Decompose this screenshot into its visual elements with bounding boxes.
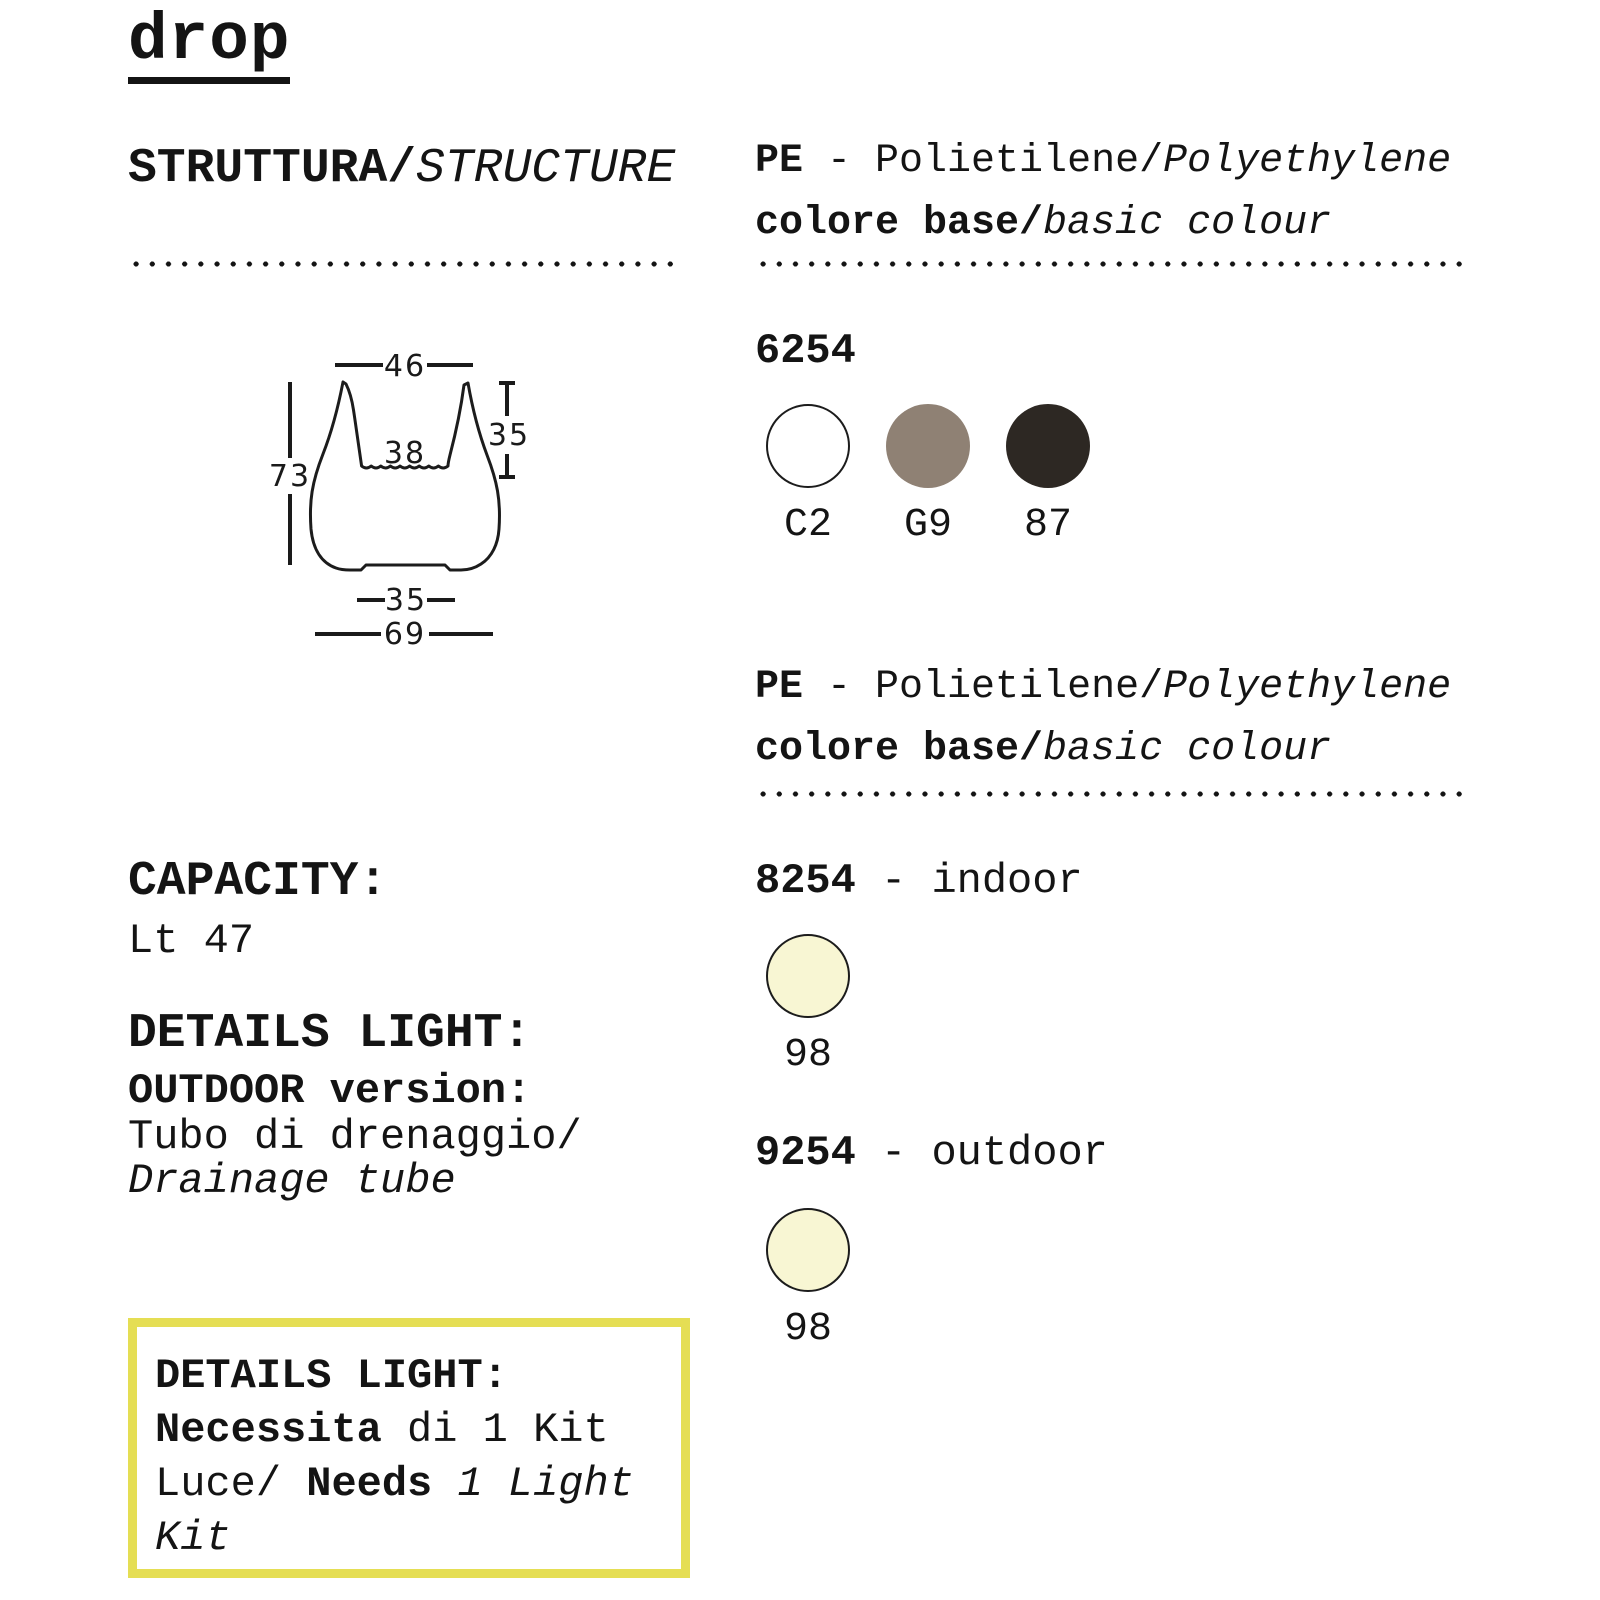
dim-top-width-label: 46 xyxy=(383,349,427,384)
colorway-code-6254: 6254 xyxy=(755,327,856,375)
right-dotted-divider-1 xyxy=(755,260,1462,268)
colour-base-line-1 xyxy=(755,201,1332,246)
colour-base-line-2 xyxy=(755,727,1332,772)
material-code: PE xyxy=(755,139,804,184)
swatch-cell-98-outdoor xyxy=(766,1208,850,1350)
light-kit-needs-english-italic: 1 Light Kit xyxy=(155,1460,634,1562)
material-line-2 xyxy=(755,665,1452,710)
swatch-circle-98-outdoor xyxy=(766,1208,850,1292)
swatch-circle-98-indoor xyxy=(766,934,850,1018)
structure-heading-italian: STRUTTURA/ xyxy=(128,142,417,196)
dim-inner-width-label: 38 xyxy=(383,436,427,471)
light-kit-needs-italian-bold: Necessita xyxy=(155,1406,382,1454)
light-kit-needs-english-bold: Needs xyxy=(306,1460,433,1508)
colour-base-english: basic colour xyxy=(1043,727,1332,772)
capacity-value: Lt 47 xyxy=(128,917,255,965)
page-title: drop xyxy=(128,8,290,84)
planter-outline xyxy=(310,382,499,570)
drainage-tube-italian: Tubo di drenaggio/ xyxy=(128,1113,582,1161)
colorway-line-9254 xyxy=(755,1129,1108,1177)
light-kit-note-box xyxy=(128,1318,690,1578)
material-line-1 xyxy=(755,139,1452,184)
dim-overall-width-label: 69 xyxy=(383,617,427,652)
light-kit-box-text xyxy=(155,1403,663,1565)
colorway-variant-indoor: - indoor xyxy=(855,857,1083,905)
swatch-cell-c2 xyxy=(766,404,850,546)
swatch-circle-c2 xyxy=(766,404,850,488)
colour-base-italian: colore base/ xyxy=(755,727,1044,772)
swatch-circle-g9 xyxy=(886,404,970,488)
drainage-tube-english: Drainage tube xyxy=(128,1157,456,1205)
details-light-label: DETAILS LIGHT: xyxy=(128,1007,532,1061)
swatch-label-c2: C2 xyxy=(783,503,832,548)
dim-base-width-label: 35 xyxy=(384,583,428,618)
material-dash: - xyxy=(803,665,876,710)
swatch-cell-87 xyxy=(1006,404,1090,546)
outdoor-version-label: OUTDOOR version: xyxy=(128,1067,532,1115)
capacity-label: CAPACITY: xyxy=(128,855,388,909)
material-dash: - xyxy=(803,139,876,184)
dim-total-height-label: 73 xyxy=(268,459,312,494)
right-dotted-divider-2 xyxy=(755,790,1462,798)
swatch-row-6254 xyxy=(766,404,1090,546)
planter-technical-drawing xyxy=(245,338,665,668)
light-kit-box-label: DETAILS LIGHT: xyxy=(155,1352,508,1400)
swatch-label-87: 87 xyxy=(1023,503,1072,548)
structure-heading-english: STRUCTURE xyxy=(416,142,676,196)
left-dotted-divider xyxy=(128,260,673,268)
swatch-circle-87 xyxy=(1006,404,1090,488)
colorway-code-9254: 9254 xyxy=(755,1129,856,1177)
swatch-cell-g9 xyxy=(886,404,970,546)
colorway-variant-outdoor: - outdoor xyxy=(855,1129,1108,1177)
material-name-english: Polyethylene xyxy=(1163,139,1452,184)
colour-base-italian: colore base/ xyxy=(755,201,1044,246)
swatch-label-g9: G9 xyxy=(903,503,952,548)
material-name-italian: Polietilene/ xyxy=(875,665,1164,710)
colorway-line-8254 xyxy=(755,857,1083,905)
material-name-italian: Polietilene/ xyxy=(875,139,1164,184)
swatch-cell-98-indoor xyxy=(766,934,850,1076)
material-name-english: Polyethylene xyxy=(1163,665,1452,710)
structure-heading xyxy=(128,142,676,196)
material-code: PE xyxy=(755,665,804,710)
colour-base-english: basic colour xyxy=(1043,201,1332,246)
swatch-label-98-indoor: 98 xyxy=(783,1033,832,1078)
light-kit-needs-italian-rest: di 1 Kit Luce/ xyxy=(155,1406,609,1508)
dim-rim-height-label: 35 xyxy=(487,418,531,453)
swatch-label-98-outdoor: 98 xyxy=(783,1307,832,1352)
colorway-code-8254: 8254 xyxy=(755,857,856,905)
